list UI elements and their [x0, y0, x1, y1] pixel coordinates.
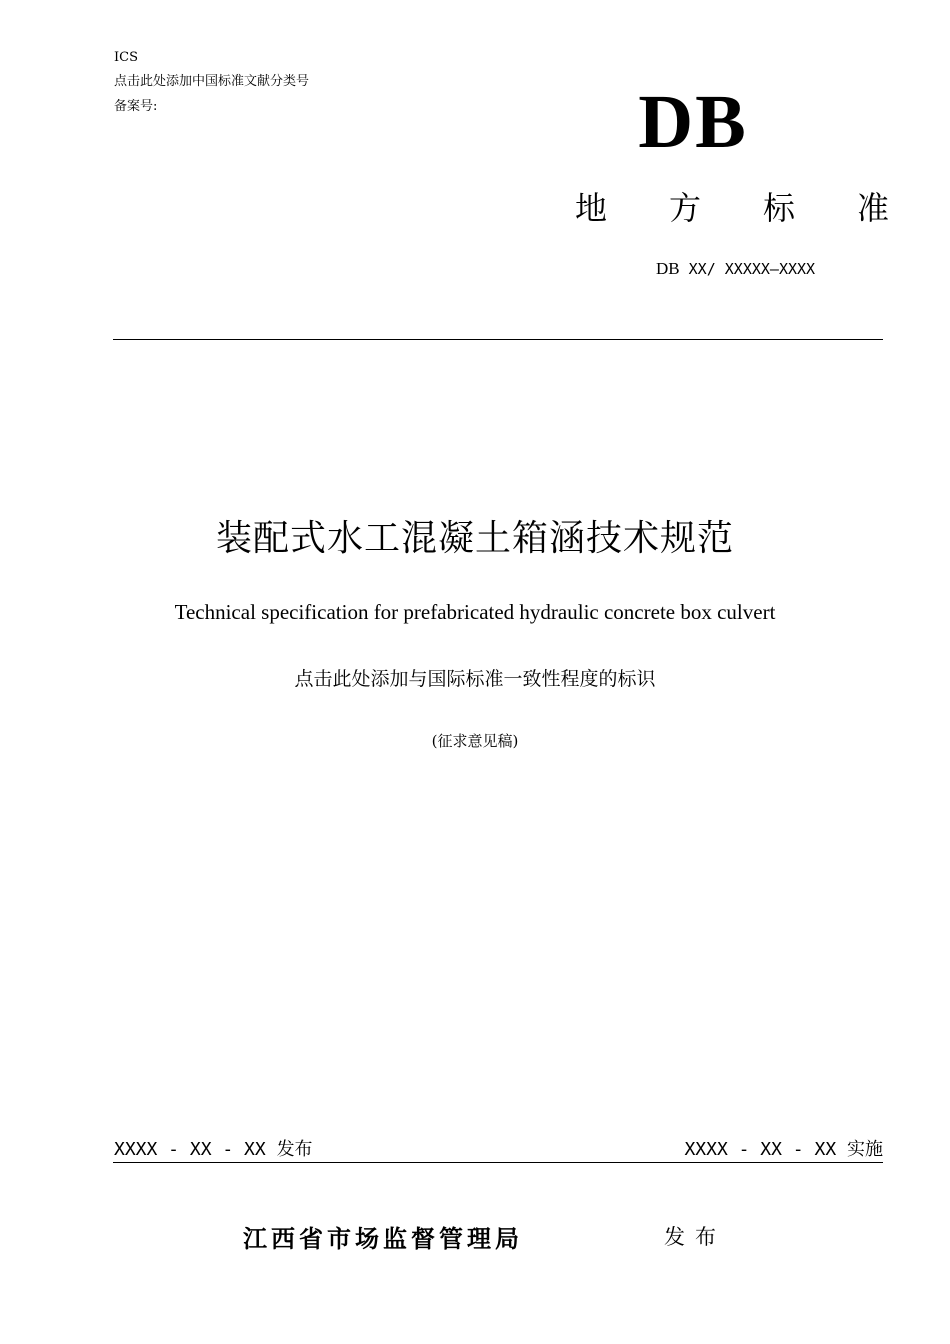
standard-number-code: XX/ XXXXX—XXXX — [679, 260, 816, 278]
implement-date-value: XXXX - XX - XX — [684, 1139, 847, 1160]
standard-type-heading — [575, 186, 889, 230]
publish-date — [114, 1138, 313, 1162]
footer-divider — [113, 1162, 883, 1163]
standard-number — [656, 258, 815, 280]
issue-verb: 发布 — [664, 1225, 726, 1249]
intl-consistency-placeholder[interactable]: 点击此处添加与国际标准一致性程度的标识 — [294, 668, 656, 690]
filing-number-label: 备案号: — [114, 99, 158, 114]
publish-date-label: 发布 — [276, 1139, 313, 1160]
publish-date-value: XXXX - XX - XX — [114, 1139, 277, 1160]
standard-type-char: 标 — [762, 189, 795, 227]
standard-type-char: 准 — [856, 189, 889, 227]
standard-type-char: 地 — [575, 189, 608, 227]
implement-date — [684, 1138, 883, 1162]
implement-date-label: 实施 — [847, 1139, 883, 1160]
document-title-english: Technical specification for prefabricated hydraulic concrete box culvert — [174, 600, 776, 624]
standard-type-char: 方 — [668, 189, 701, 227]
ccs-classification-placeholder[interactable]: 点击此处添加中国标准文献分类号 — [114, 74, 310, 89]
issuing-authority: 江西省市场监督管理局 — [243, 1225, 523, 1253]
document-title-chinese: 装配式水工混凝土箱涵技术规范 — [215, 518, 734, 559]
standard-number-prefix: DB — [656, 259, 680, 278]
ics-label: ICS — [114, 50, 138, 65]
db-standard-mark: DB — [638, 80, 748, 164]
draft-status: (征求意见稿) — [431, 732, 519, 750]
header-divider — [113, 339, 883, 340]
